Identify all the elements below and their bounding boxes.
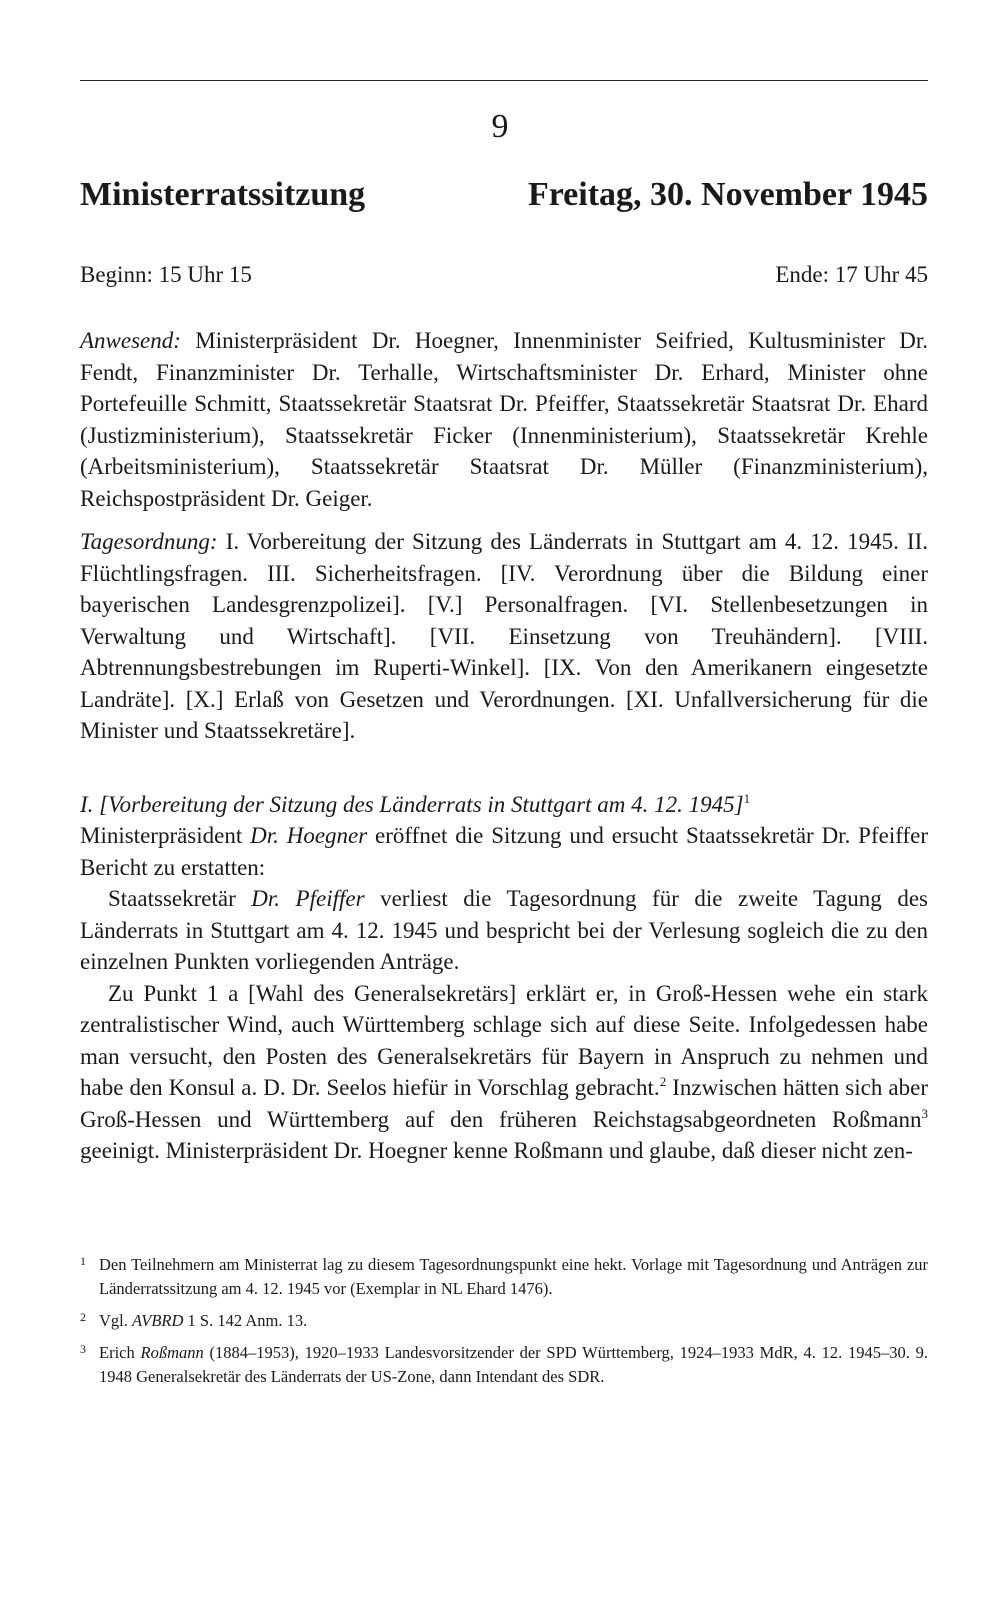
footnote-3-text-b: (1884–1953), 1920–1933 Landesvorsitzender der SPD Württemberg, 1924–1933 MdR, 4. 12. 1945–30. 9. 1948 Generalsekretär des Länderrats der US-Zone, dann Intendant des SDR. <box>99 1343 928 1386</box>
agenda-text: I. Vorbereitung der Sitzung des Länderrats in Stuttgart am 4. 12. 1945. II. Flüchtlingsfragen. III. Sicherheitsfragen. [IV. Verordnung über die Bildung einer bayerischen Landesgrenzpolizei]. [V.] Personalfragen. [VI. Stellenbesetzungen in Verwaltung und Wirtschaft]. [VII. Einsetzung von Treuhändern]. [VIII. Abtrennungsbestrebungen im Ruperti-Winkel]. [IX. Von den Amerikanern eingesetzte Landräte]. [X.] Erlaß von Gesetzen und Verordnungen. [XI. Unfallversicherung für die Minister und Staatssekretäre]. <box>80 529 928 743</box>
footnote-3-number: 3 <box>80 1342 86 1356</box>
footnote-3-text-a: Erich <box>99 1343 141 1362</box>
end-time: Ende: 17 Uhr 45 <box>775 262 928 287</box>
start-time: Beginn: 15 Uhr 15 <box>80 262 252 287</box>
paragraph-3-text-c: geeinigt. Ministerpräsident Dr. Hoegner kenne Roßmann und glaube, daß dieser nicht zen- <box>80 1138 913 1163</box>
footnote-1-text: Den Teilnehmern am Ministerrat lag zu diesem Tagesordnungspunkt eine hekt. Vorlage mit Tagesordnung und Anträgen zur Länderratssitzung am 4. 12. 1945 vor (Exemplar in NL Ehard 1476). <box>99 1255 928 1298</box>
paragraph-1-text-a: Ministerpräsident <box>80 823 251 848</box>
footnote-2-text-a: Vgl. <box>99 1311 132 1330</box>
footnote-1 <box>80 1253 928 1301</box>
footnote-ref-2: 2 <box>659 1074 667 1089</box>
agenda-label: Tagesordnung: <box>80 529 218 554</box>
section-heading-text: I. [Vorbereitung der Sitzung des Länderrats in Stuttgart am 4. 12. 1945] <box>80 791 744 817</box>
footnote-2-reference: AVBRD <box>132 1311 184 1330</box>
footnote-3 <box>80 1341 928 1389</box>
paragraph-2 <box>80 883 928 978</box>
paragraph-2-text-b: verliest die Tagesordnung für die zweite Tagung des Länderrats in Stuttgart am 4. 12. 1945 und bespricht bei der Verlesung sogleich die zu den einzelnen Punkten vorliegenden Anträge. <box>80 886 928 974</box>
footnote-2-number: 2 <box>80 1310 86 1324</box>
paragraph-3 <box>80 978 928 1167</box>
paragraph-1-text-b: eröffnet die Sitzung und ersucht Staatssekretär Dr. Pfeiffer Bericht zu erstatten: <box>80 823 928 880</box>
paragraph-2-text-a: Staatssekretär <box>108 886 252 911</box>
paragraph-1 <box>80 820 928 883</box>
footnotes <box>80 1253 928 1392</box>
attendance-text: Ministerpräsident Dr. Hoegner, Innenminister Seifried, Kultusminister Dr. Fendt, Finanzminister Dr. Terhalle, Wirtschaftsminister Dr. Erhard, Minister ohne Portefeuille Schmitt, Staatssekretär Staatsrat Dr. Pfeiffer, Staatssekretär Staatsrat Dr. Ehard (Justizministerium), Staatssekretär Ficker (Innenministerium), Staatssekretär Krehle (Arbeitsministerium), Staatssekretär Staatsrat Dr. Müller (Finanzministerium), Reichspostpräsident Dr. Geiger. <box>80 328 928 511</box>
person-name-hoegner: Dr. Hoegner <box>250 823 368 848</box>
body-text <box>80 325 928 1167</box>
attendance-paragraph <box>80 325 928 514</box>
document-number: 9 <box>491 108 509 145</box>
footnote-3-name: Roßmann <box>140 1343 204 1362</box>
title-row <box>80 176 928 214</box>
footnote-1-number: 1 <box>80 1254 86 1268</box>
meeting-date: Freitag, 30. November 1945 <box>527 176 928 213</box>
attendance-label: Anwesend: <box>80 328 181 353</box>
meeting-title: Ministerratssitzung <box>80 176 366 213</box>
footnote-ref-3: 3 <box>921 1105 928 1121</box>
times-row <box>80 262 928 288</box>
person-name-pfeiffer: Dr. Pfeiffer <box>251 886 365 911</box>
paragraph-3-text-b: Inzwischen hätten sich aber Groß-Hessen und Württemberg auf den früheren Reichstagsabgeordneten Roßmann <box>80 1075 928 1132</box>
section-heading <box>80 789 928 821</box>
footnote-ref-1: 1 <box>743 790 751 806</box>
paragraph-3-text-a: Zu Punkt 1 a [Wahl des Generalsekretärs] erklärt er, in Groß-Hessen wehe ein stark zentralistischer Wind, auch Württemberg schlage sich auf diese Seite. Infolgedessen habe man versucht, den Posten des Generalsekretärs für Bayern in Anspruch zu nehmen und habe den Konsul a. D. Dr. Seelos hiefür in Vorschlag gebracht. <box>80 980 928 1100</box>
header-rule <box>80 80 928 81</box>
agenda-paragraph <box>80 526 928 747</box>
footnote-2-text-b: 1 S. 142 Anm. 13. <box>183 1311 308 1330</box>
footnote-2 <box>80 1309 928 1333</box>
